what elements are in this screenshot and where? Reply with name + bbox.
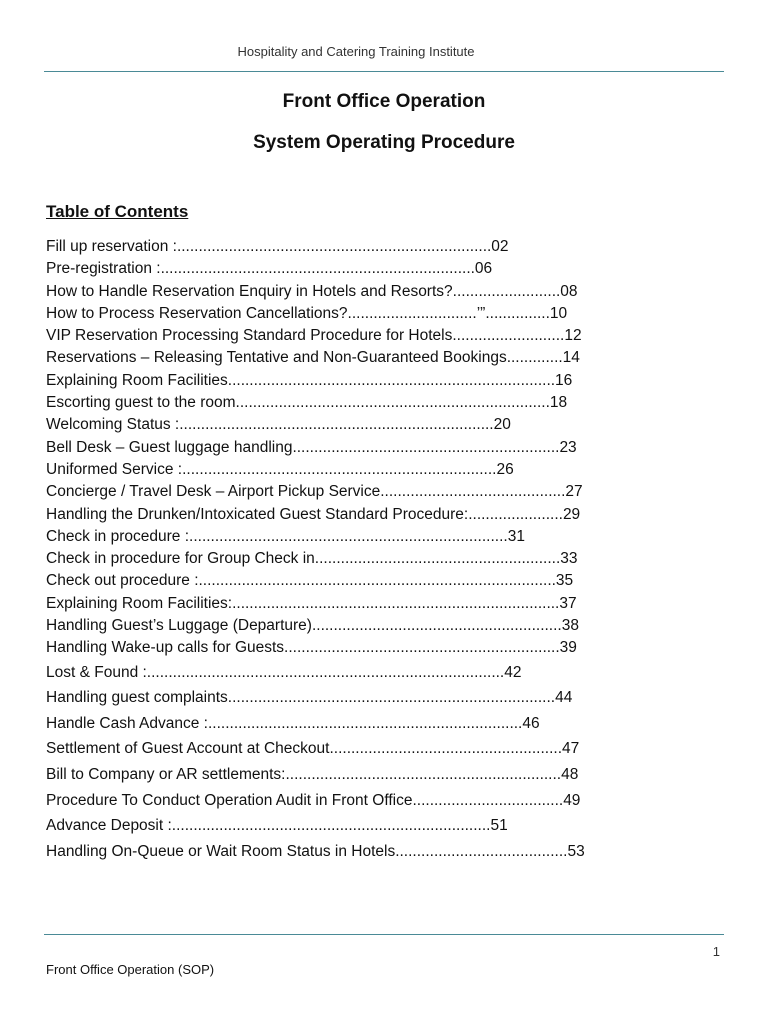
toc-entry: Handle Cash Advance :.........................................................................46 [46, 714, 540, 732]
toc-entry: Escorting guest to the room.........................................................................18 [46, 394, 568, 412]
toc-entry: Concierge / Travel Desk – Airport Pickup Service...........................................27 [46, 483, 583, 501]
toc-entry: Advance Deposit :..........................................................................51 [46, 817, 508, 835]
header-divider [44, 71, 724, 72]
toc-entry: Settlement of Guest Account at Checkout......................................................47 [46, 740, 580, 758]
toc-entry: Bill to Company or AR settlements:................................................................48 [46, 766, 579, 784]
toc-entry: How to Process Reservation Cancellations?..............................’”...............10 [46, 304, 568, 322]
page-number: 1 [712, 944, 720, 959]
toc-entry: Check in procedure :..........................................................................31 [46, 527, 525, 545]
page-footer: Front Office Operation (SOP) [46, 962, 215, 977]
toc-entry: Handling On-Queue or Wait Room Status in Hotels........................................53 [46, 842, 585, 860]
toc-entry: Handling the Drunken/Intoxicated Guest Standard Procedure:......................29 [46, 505, 581, 523]
table-of-contents [46, 236, 706, 864]
toc-entry: Check in procedure for Group Check in.........................................................33 [46, 550, 578, 568]
toc-entry: Handling guest complaints............................................................................44 [46, 689, 573, 707]
toc-entry: How to Handle Reservation Enquiry in Hotels and Resorts?.........................08 [46, 282, 578, 300]
toc-entry: Pre-registration :.........................................................................06 [46, 260, 493, 278]
document-title: Front Office Operation [282, 91, 486, 112]
toc-entry: Procedure To Conduct Operation Audit in Front Office...................................49 [46, 791, 581, 809]
toc-entry: Reservations – Releasing Tentative and Non-Guaranteed Bookings.............14 [46, 349, 580, 367]
toc-entry: Fill up reservation :.........................................................................02 [46, 238, 509, 255]
footer-divider [44, 934, 724, 935]
page-header: Hospitality and Catering Training Institute [237, 44, 475, 59]
toc-entry: Lost & Found :...................................................................................42 [46, 663, 522, 681]
toc-entry: Handling Wake-up calls for Guests................................................................39 [46, 639, 577, 657]
document-subtitle: System Operating Procedure [253, 132, 515, 153]
toc-entry: Check out procedure :...................................................................................35 [46, 572, 574, 590]
toc-entry: VIP Reservation Processing Standard Procedure for Hotels..........................12 [46, 327, 582, 345]
toc-entry: Handling Guest’s Luggage (Departure)..........................................................38 [46, 617, 579, 635]
toc-entry: Explaining Room Facilities:............................................................................37 [46, 594, 577, 612]
toc-entry: Explaining Room Facilities............................................................................16 [46, 371, 573, 389]
toc-entry: Welcoming Status :.........................................................................20 [46, 416, 511, 434]
toc-entry: Uniformed Service :.........................................................................26 [46, 460, 514, 478]
toc-entry: Bell Desk – Guest luggage handling..............................................................23 [46, 438, 577, 456]
toc-heading: Table of Contents [46, 202, 189, 221]
